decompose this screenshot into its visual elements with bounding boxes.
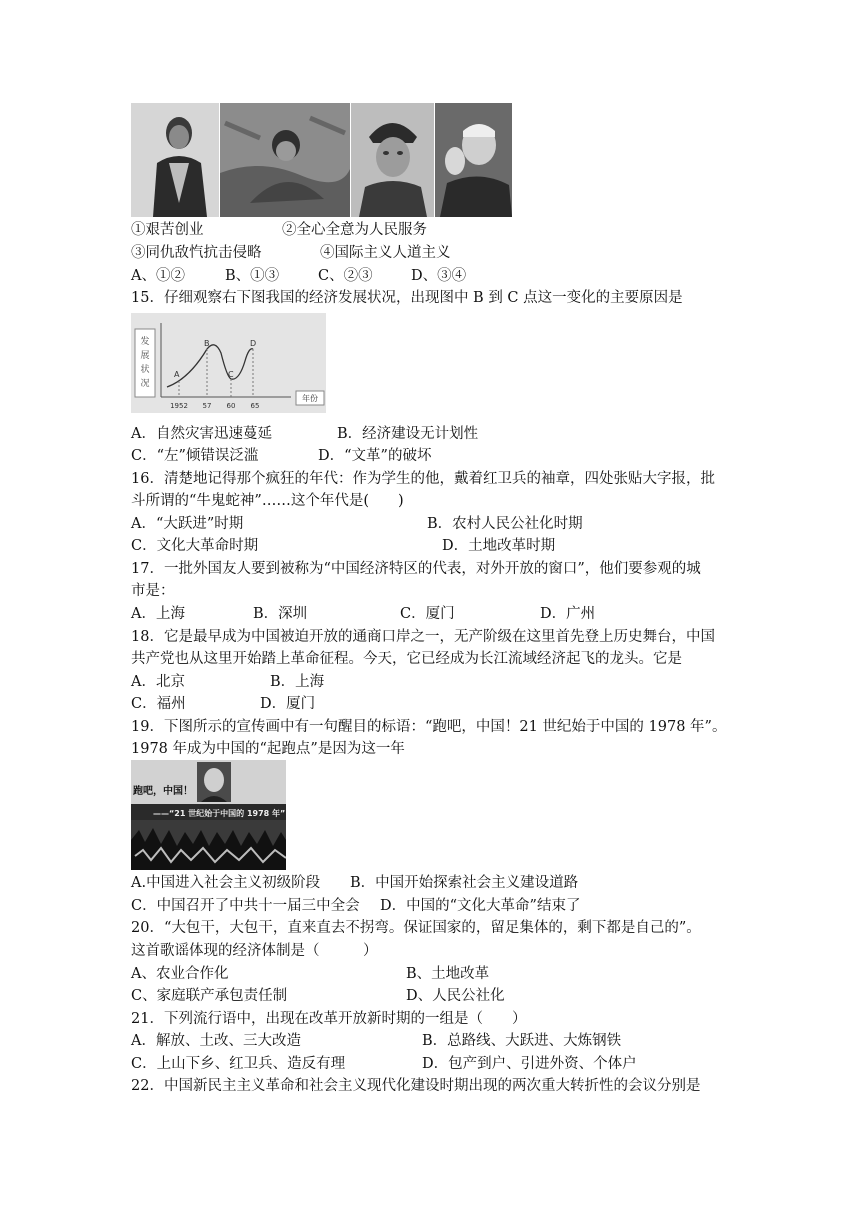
q15-stem: 15．仔细观察右下图我国的经济发展状况，出现图中 B 到 C 点这一变化的主要原因是 — [131, 290, 683, 306]
q20-option-a[interactable]: A、农业合作化 — [131, 966, 229, 982]
q16-option-d[interactable]: D．土地改革时期 — [442, 538, 556, 554]
photo-soldier-in-mud — [220, 103, 350, 217]
q16-options-line-1 — [131, 515, 583, 533]
poster-slogan-2: ——“21 世纪始于中国的 1978 年” — [153, 809, 286, 818]
q20-stem-1: 20．“大包干，大包干，直来直去不拐弯。保证国家的，留足集体的，剩下都是自己的”。 — [131, 920, 701, 936]
chart-point-c: C — [228, 370, 234, 379]
poster-slogan-1: 跑吧，中国！ — [133, 786, 193, 797]
economy-chart — [131, 313, 326, 413]
q15-option-d[interactable]: D．“文革”的破坏 — [318, 448, 432, 464]
q18-stem-1: 18．它是最早成为中国被迫开放的通商口岸之一，无产阶级在这里首先登上历史舞台，中国 — [131, 629, 715, 645]
q14-option-3: ③同仇敌忾抗击侵略 — [131, 245, 262, 261]
q20-option-b[interactable]: B、土地改革 — [406, 966, 490, 982]
q14-options-line-1 — [131, 221, 427, 239]
q15-option-b[interactable]: B．经济建设无计划性 — [337, 426, 479, 442]
chart-curve — [167, 345, 253, 387]
photo-old-man-clapping — [435, 103, 512, 217]
q16-option-c[interactable]: C．文化大革命时期 — [131, 538, 259, 554]
q18-option-c[interactable]: C．福州 — [131, 696, 186, 712]
q17-options — [131, 605, 596, 623]
q14-option-1: ①艰苦创业 — [131, 222, 204, 238]
chart-ylabel-1: 发 — [140, 337, 150, 347]
q19-option-b[interactable]: B．中国开始探索社会主义建设道路 — [350, 875, 579, 891]
q16-stem-1: 16．清楚地记得那个疯狂的年代：作为学生的他，戴着红卫兵的袖章，四处张贴大字报，批 — [131, 471, 715, 487]
q19-options-line-2 — [131, 897, 581, 915]
q16-option-a[interactable]: A．“大跃进”时期 — [131, 516, 244, 532]
q21-options-line-2 — [131, 1055, 637, 1073]
q19-stem-2: 1978 年成为中国的“起跑点”是因为这一年 — [131, 741, 405, 757]
q17-option-a[interactable]: A．上海 — [131, 606, 185, 622]
q14-option-2: ②全心全意为人民服务 — [282, 222, 427, 238]
q14-options-line-2 — [131, 244, 451, 262]
q17-option-d[interactable]: D．广州 — [540, 606, 596, 622]
chart-tick-60: 60 — [226, 402, 236, 410]
q19-options-line-1 — [131, 874, 579, 892]
q14-choice-d[interactable]: D、③④ — [411, 268, 467, 284]
q15-options-line-1 — [131, 425, 479, 443]
q19-option-c[interactable]: C．中国召开了中共十一届三中全会 — [131, 898, 360, 914]
q18-stem-2: 共产党也从这里开始踏上革命征程。今天，它已经成为长江流域经济起飞的龙头。它是 — [131, 651, 682, 667]
chart-xlabel: 年份 — [302, 394, 318, 403]
q16-options-line-2 — [131, 537, 556, 555]
q16-stem-2: 斗所谓的“牛鬼蛇神”……这个年代是( ) — [131, 493, 404, 509]
q18-option-b[interactable]: B．上海 — [270, 674, 325, 690]
chart-tick-65: 65 — [250, 402, 260, 410]
q21-option-a[interactable]: A．解放、土改、三大改造 — [131, 1033, 301, 1049]
chart-tick-57: 57 — [202, 402, 212, 410]
q15-option-c[interactable]: C．“左”倾错误泛滥 — [131, 448, 259, 464]
chart-point-a: A — [174, 370, 180, 379]
q20-options-line-2 — [131, 987, 505, 1005]
q20-options-line-1 — [131, 965, 490, 983]
q15-options-line-2 — [131, 447, 432, 465]
propaganda-poster-svg — [131, 760, 286, 870]
q20-option-d[interactable]: D、人民公社化 — [406, 988, 505, 1004]
chart-ylabel-2: 展 — [140, 351, 150, 361]
chart-point-d: D — [250, 339, 257, 348]
q20-stem-2: 这首歌谣体现的经济体制是（ ） — [131, 943, 378, 959]
q21-option-b[interactable]: B．总路线、大跃进、大炼钢铁 — [422, 1033, 622, 1049]
chart-tick-1952: 1952 — [170, 402, 188, 410]
q19-stem-1: 19．下图所示的宣传画中有一句醒目的标语：“跑吧，中国！21 世纪始于中国的 1978 年”。 — [131, 719, 727, 735]
photo-uniformed-soldier — [351, 103, 434, 217]
q14-choice-c[interactable]: C、②③ — [318, 268, 373, 284]
q15-option-a[interactable]: A．自然灾害迅速蔓延 — [131, 426, 272, 442]
q18-option-a[interactable]: A．北京 — [131, 674, 185, 690]
q18-options-line-2 — [131, 695, 316, 713]
q20-option-c[interactable]: C、家庭联产承包责任制 — [131, 988, 288, 1004]
q21-stem: 21．下列流行语中，出现在改革开放新时期的一组是（ ） — [131, 1011, 527, 1027]
q14-choice-a[interactable]: A、①② — [131, 268, 185, 284]
propaganda-poster — [131, 760, 286, 870]
q19-option-d[interactable]: D．中国的“文化大革命”结束了 — [380, 898, 581, 914]
photo-young-man — [131, 103, 219, 217]
q17-stem-1: 17．一批外国友人要到被称为“中国经济特区的代表，对外开放的窗口”，他们要参观的城 — [131, 561, 701, 577]
chart-ylabel-4: 况 — [140, 379, 150, 389]
q16-option-b[interactable]: B．农村人民公社化时期 — [427, 516, 583, 532]
q21-option-c[interactable]: C．上山下乡、红卫兵、造反有理 — [131, 1056, 346, 1072]
chart-ylabel-3: 状 — [140, 365, 150, 375]
q14-choice-b[interactable]: B、①③ — [225, 268, 280, 284]
q14-option-4: ④国际主义人道主义 — [320, 245, 451, 261]
q18-option-d[interactable]: D．厦门 — [260, 696, 316, 712]
q17-option-b[interactable]: B．深圳 — [253, 606, 308, 622]
q17-option-c[interactable]: C．厦门 — [400, 606, 455, 622]
chart-point-b: B — [204, 339, 210, 348]
economy-chart-svg — [131, 313, 326, 413]
q21-option-d[interactable]: D．包产到户、引进外资、个体户 — [422, 1056, 637, 1072]
q14-choices — [131, 267, 467, 285]
q21-options-line-1 — [131, 1032, 622, 1050]
q22-stem: 22．中国新民主主义革命和社会主义现代化建设时期出现的两次重大转折性的会议分别是 — [131, 1078, 701, 1094]
q17-stem-2: 市是： — [131, 583, 175, 599]
q19-option-a[interactable]: A.中国进入社会主义初级阶段 — [131, 875, 321, 891]
q18-options-line-1 — [131, 673, 325, 691]
